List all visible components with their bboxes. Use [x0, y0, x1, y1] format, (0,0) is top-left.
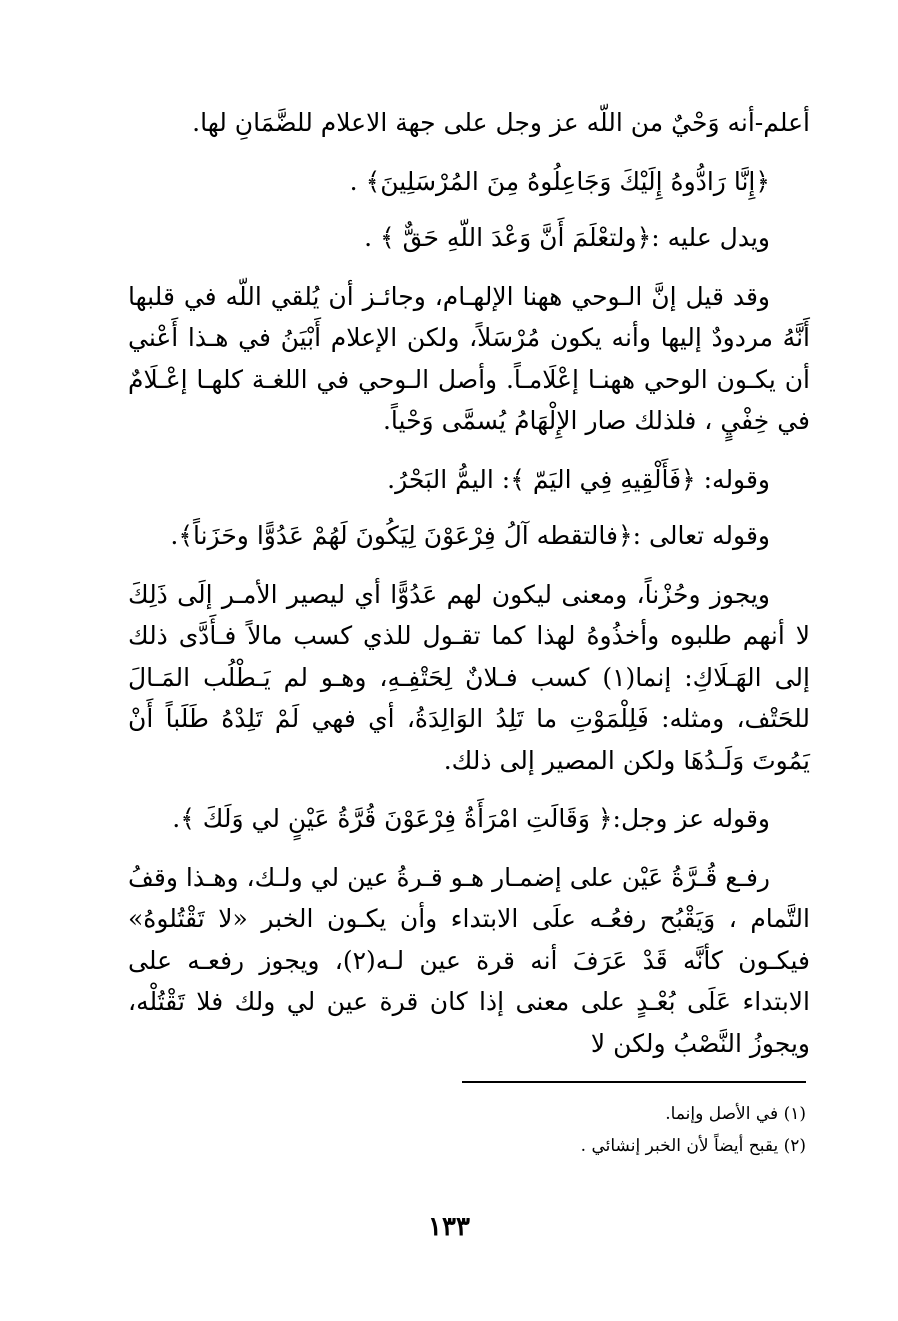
footnote-1: (١) في الأصل وإنما. [665, 1104, 806, 1124]
paragraph-5: وقوله تعالى :﴿فالتقطه آلُ فِرْعَوْنَ لِيَكُونَ لَهُمْ عَدُوًّا وحَزَناً﴾. [170, 521, 770, 550]
paragraph-8: رفـع قُـرَّةُ عَيْن على إضمـار هـو قـرةُ عين لي ولـك، وهـذا وقفُ التَّمام ، وَيَقْبُح رفعُـه علَى الابتداء وأن يكـون الخبر «لا تَقْتُلوهُ» فيكـون كأنَّه قَدْ عَرَفَ أنه قرة عين لـه(٢)، ويجوز رفعـه على الابتداء عَلَى بُعْـدٍ على معنى إذا كان قرة عين لي ولك فلا تَقْتُلْه، ويجوزُ النَّصْبُ ولكن لا [128, 862, 810, 1058]
footnote-2: (٢) يقبح أيضاً لأن الخبر إنشائي . [580, 1136, 806, 1156]
footnotes [430, 1098, 806, 1162]
paragraph-7: وقوله عز وجل:﴿ وَقَالَتِ امْرَأَةُ فِرْعَوْنَ قُرَّةُ عَيْنٍ لي وَلَكَ ﴾. [172, 804, 770, 833]
footnote-divider [462, 1081, 806, 1083]
paragraph-4: وقوله: ﴿فَأَلْقِيهِ فِي اليَمّ ﴾: اليمُّ البَحْرُ. [387, 464, 770, 494]
paragraph-1: أعلم-أنه وَحْيٌ من اللّه عز وجل على جهة الاعلام للضَّمَانِ لها. [192, 108, 810, 137]
paragraph-3: وقد قيل إنَّ الـوحي ههنا الإلهـام، وجائـز أن يُلقي اللّه في قلبها أَنَّهُ مردودٌ إليها وأنه يكون مُرْسَلاً، ولكن الإعلام أَبْيَنُ في هـذا أَعْني أن يكـون الوحي ههنـا إعْلَامـاً. وأصل الـوحي في اللغـة كلهـا إعْـلَامٌ في خِفْيٍ ، فلذلك صار الإِلْهَامُ يُسمَّى وَحْياً. [128, 281, 810, 435]
quran-verse-1: ﴿إِنَّا رَادُّوهُ إِلَيْكَ وَجَاعِلُوهُ مِنَ المُرْسَلِينَ﴾ . [349, 166, 770, 196]
main-text [128, 102, 810, 1081]
paragraph-2: ويدل عليه :﴿ولتعْلَمَ أَنَّ وَعْدَ اللّهِ حَقٌّ ﴾ . [364, 223, 770, 252]
paragraph-6: ويجوز وحُزْناً، ومعنى ليكون لهم عَدُوًّا أي ليصير الأمـر إلَى ذَلِكَ لا أنهم طلبوه وأخذُوهُ لهذا كما تقـول للذي كسب مالاً فـأَدَّى ذلك إلى الهَـلَاكِ: إنما(١) كسب فـلانٌ لِحَتْفِـهِ، وهـو لم يَـطْلُب المَـالَ للحَتْف، ومثله: فَلِلْمَوْتِ ما تَلِدُ الوَالِدَةُ، أي فهي لَمْ تَلِدْهُ طَلَباً أَنْ يَمُوتَ وَلَـدُهَا ولكن المصير إلى ذلك. [128, 579, 810, 775]
page-number: ١٣٣ [428, 1212, 470, 1242]
